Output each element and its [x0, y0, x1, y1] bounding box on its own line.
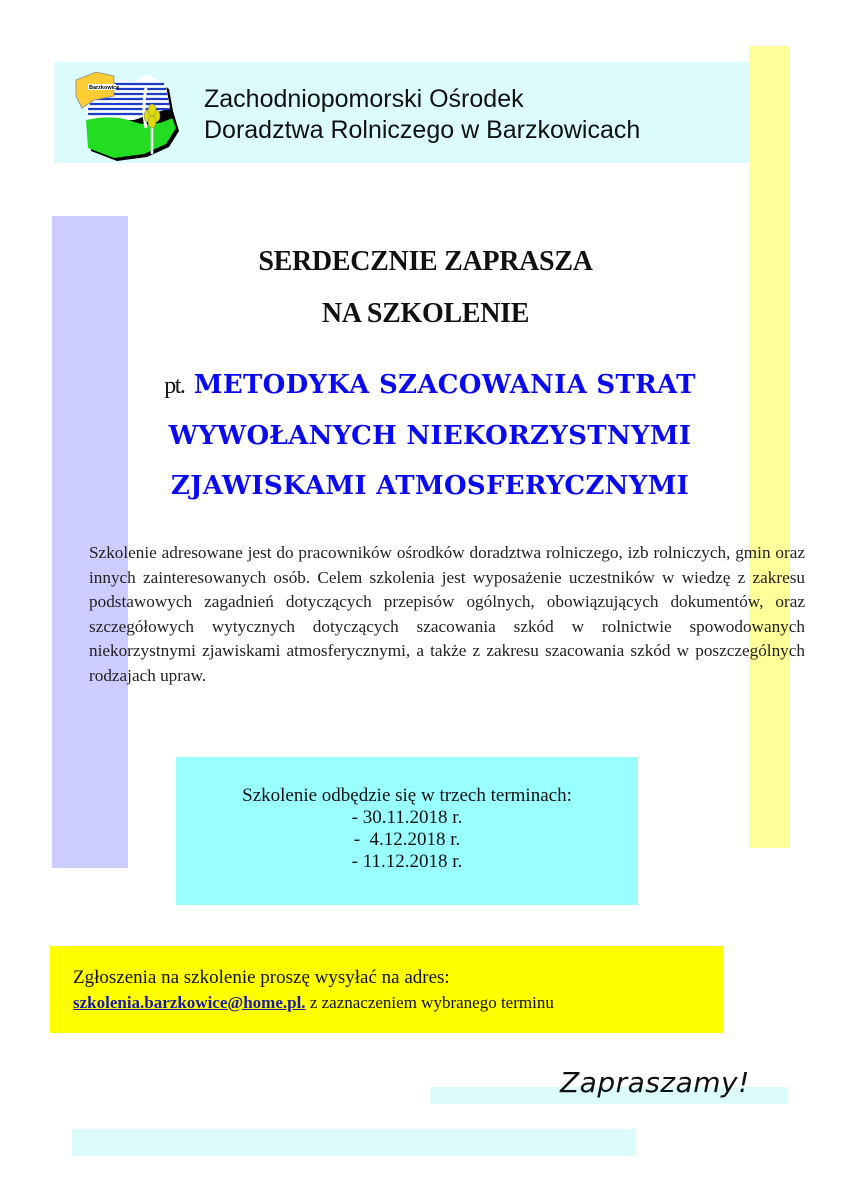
training-description: Szkolenie adresowane jest do pracowników ośrodków doradztwa rolniczego, izb rolniczych, gmin oraz innych zainteresowanych osób. Celem szkolenia jest wyposażenie uczestników w wiedzę z zakresu podstawowych zagadnień dotyczących przepisów ogólnych, obowiązujących dokumentów, oraz szczegółowych wytycznych dotyczących szacowania szkód w rolnictwie spowodowanych niekorzystnymi zjawiskami atmosferycznymi, a także z zakresu szacowania szkód w poszczególnych rodzajach upraw. [89, 543, 805, 685]
organization-logo [74, 68, 190, 162]
date-item: - 30.11.2018 r. [351, 807, 463, 828]
dates-intro: Szkolenie odbędzie się w trzech terminach: [242, 785, 572, 806]
contact-tail: z zaznaczeniem wybranego terminu [305, 993, 554, 1012]
closing-text: Zapraszamy! [560, 1066, 750, 1099]
contact-intro: Zgłoszenia na szkolenie proszę wysyłać na adres: [73, 967, 450, 988]
invitation-headline [0, 236, 851, 340]
decorative-strip-bottom [72, 1129, 636, 1156]
dates-list [176, 807, 638, 873]
training-title [90, 360, 770, 511]
contact-email-link[interactable]: szkolenia.barzkowice@home.pl. [73, 993, 306, 1012]
logo-label: Barzkowice [89, 85, 120, 91]
organization-name [204, 84, 640, 146]
date-item: - 11.12.2018 r. [351, 851, 463, 872]
title-prefix: pt. [164, 373, 185, 399]
date-item: - 4.12.2018 r. [353, 829, 461, 850]
title-line-2: WYWOŁANYCH NIEKORZYSTNYMI [168, 421, 692, 451]
dates-section [176, 785, 638, 873]
contact-section [73, 965, 554, 1015]
title-line-1: METODYKA SZACOWANIA STRAT [193, 370, 696, 400]
headline-line-1: SERDECZNIE ZAPRASZA [258, 246, 593, 277]
headline-line-2: NA SZKOLENIE [321, 298, 530, 329]
organization-name-line-2: Doradztwa Rolniczego w Barzkowicach [204, 116, 641, 144]
organization-name-line-1: Zachodniopomorski Ośrodek [204, 85, 524, 113]
title-line-3: ZJAWISKAMI ATMOSFERYCZNYMI [170, 471, 690, 501]
